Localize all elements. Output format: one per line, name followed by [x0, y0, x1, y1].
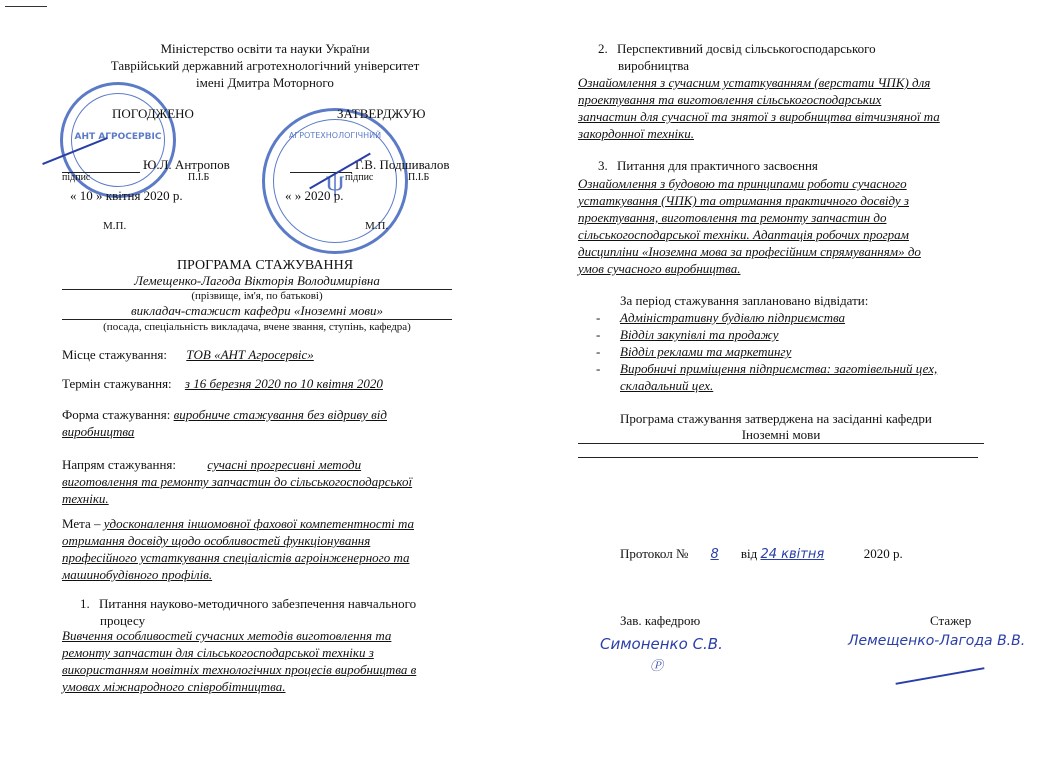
goal-value-3: професійного устаткування спеціалістів агроінженерного та — [62, 550, 410, 565]
right-stamp-place: М.П. — [365, 220, 389, 232]
list-item — [596, 309, 996, 326]
intern-signature — [896, 667, 985, 685]
section-2-line: запчастин для сучасної та знятої з виробництва вітчизняної та — [578, 109, 940, 124]
right-date: « » 2020 р. — [285, 188, 344, 203]
intern-position-caption: (посада, спеціальність викладача, вчене звання, ступінь, кафедра) — [103, 321, 411, 333]
head-signature: Ⓟ — [650, 659, 664, 674]
protocol-row — [620, 546, 903, 562]
form-block — [62, 406, 462, 440]
section-3-title: Питання для практичного засвоєння — [617, 158, 818, 173]
section-3-line: умов сучасного виробництва. — [578, 261, 741, 276]
left-sign-caption: підпис — [62, 172, 91, 183]
corner-mark — [5, 6, 47, 7]
section-3-line: сільськогосподарської техніки. Адаптація робочих програм — [578, 227, 909, 242]
university-stamp-text: АГРОТЕХНОЛОГІЧНИЙ — [288, 131, 382, 140]
term-row — [62, 376, 383, 392]
right-sign-line — [290, 172, 352, 173]
bullet: - — [596, 344, 601, 359]
section-2-text — [578, 74, 998, 142]
visit-item: Відділ закупівлі та продажу — [620, 327, 779, 342]
section-2-title-2: виробництва — [618, 58, 689, 73]
section-3-line: проектування, виготовлення та ремонту запчастин до — [578, 210, 887, 225]
left-approver-name: Ю.Л. Антропов — [143, 157, 230, 172]
head-of-dept-label: Зав. кафедрою — [620, 613, 701, 628]
intern-name: Лемещенко-Лагода Вікторія Володимирівна — [62, 273, 452, 290]
section-2-line: проектування та виготовлення сільськогосподарських — [578, 92, 882, 107]
program-title: ПРОГРАМА СТАЖУВАННЯ — [176, 258, 354, 273]
section-1-line: Вивчення особливостей сучасних методів виготовлення та — [62, 628, 392, 643]
section-1-line: використанням новітніх технологічних процесів виробництва в — [62, 662, 417, 677]
list-item — [596, 343, 996, 360]
approval-blank-line — [578, 457, 978, 458]
left-date: « 10 » квітня 2020 р. — [70, 188, 183, 203]
direction-value-2: виготовлення та ремонту запчастин до сільськогосподарської — [62, 474, 413, 489]
intern-handwritten-name: Лемещенко-Лагода В.В. — [848, 633, 1026, 649]
section-2-heading — [598, 40, 978, 74]
section-3-line: дисципліни «Іноземна мова за професійним спрямуванням» до — [578, 244, 921, 259]
approval-text: Програма стажування затверджена на засіданні кафедри — [620, 411, 932, 426]
right-sign-caption: підпис — [345, 172, 374, 183]
goal-value-2: отримання досвіду щодо особливостей функціонування — [62, 533, 371, 548]
agreed-label: ПОГОДЖЕНО — [112, 106, 194, 121]
visit-item: Адміністративну будівлю підприємства — [620, 310, 846, 325]
left-stamp-place: М.П. — [103, 220, 127, 232]
approval-dept: Іноземні мови — [578, 427, 984, 444]
section-1-heading — [80, 595, 480, 629]
bullet: - — [596, 327, 601, 342]
section-3-line: устаткування (ЧПК) та отримання практичного досвіду з — [578, 193, 909, 208]
bullet: - — [596, 310, 601, 325]
section-3-line: Ознайомлення з будовою та принципами роботи сучасного — [578, 176, 907, 191]
visits-intro: За період стажування заплановано відвідати: — [620, 293, 869, 308]
goal-value-1: удосконалення іншомовної фахової компетентності та — [103, 516, 414, 531]
protocol-from-label: від — [740, 546, 758, 561]
section-3-text — [578, 175, 998, 277]
direction-block — [62, 456, 472, 507]
right-approver-name: Г.В. Подшивалов — [355, 157, 450, 172]
direction-value-3: техніки. — [62, 491, 109, 506]
section-1-text — [62, 627, 472, 695]
company-stamp-text: АНТ АГРОСЕРВІС — [74, 132, 162, 142]
university-named: імені Дмитра Моторного — [196, 75, 334, 90]
visit-item: Відділ реклами та маркетингу — [620, 344, 792, 359]
section-1-line: умовах міжнародного співробітництва. — [62, 679, 286, 694]
section-1-title-1: Питання науково-методичного забезпечення навчального — [99, 596, 417, 611]
section-3-number: 3. — [598, 158, 608, 173]
section-2-line: Ознайомлення з сучасним устаткуванням (верстати ЧПК) для — [578, 75, 931, 90]
protocol-date: 24 квітня — [760, 547, 825, 562]
protocol-number: 8 — [710, 547, 719, 562]
section-3-heading — [598, 157, 978, 174]
intern-position: викладач-стажист кафедри «Іноземні мови» — [62, 303, 452, 320]
form-value-2: виробництва — [62, 424, 135, 439]
goal-value-4: машинобудівного профілів. — [62, 567, 213, 582]
place-value: ТОВ «АНТ Агросервіс» — [186, 347, 314, 362]
place-label: Місце стажування: — [62, 347, 168, 362]
approved-label: ЗАТВЕРДЖУЮ — [337, 106, 426, 121]
left-pib-caption: П.І.Б — [188, 172, 210, 183]
visits-list — [596, 309, 996, 394]
protocol-label: Протокол № — [620, 546, 689, 561]
section-2-line: закордонної техніки. — [578, 126, 694, 141]
form-label: Форма стажування: — [62, 407, 171, 422]
visit-item-continuation: складальний цех. — [620, 378, 714, 393]
section-1-title-2: процесу — [100, 613, 146, 628]
place-row — [62, 347, 314, 363]
right-pib-caption: П.І.Б — [408, 172, 430, 183]
ministry: Міністерство освіти та науки України — [160, 41, 370, 56]
visit-item: Виробничі приміщення підприємства: заготівельний цех, — [620, 361, 938, 376]
intern-name-caption: (прізвище, ім'я, по батькові) — [191, 290, 323, 302]
goal-label: Мета – — [62, 516, 101, 531]
bullet: - — [596, 361, 601, 376]
term-label: Термін стажування: — [62, 376, 172, 391]
protocol-year: 2020 р. — [863, 546, 903, 561]
list-item — [596, 360, 996, 377]
university-stamp — [262, 108, 408, 254]
university: Таврійський державний агротехнологічний університет — [110, 58, 420, 73]
direction-value-1: сучасні прогресивні методи — [207, 457, 362, 472]
goal-block — [62, 515, 472, 583]
form-value-1: виробниче стажування без відриву від — [173, 407, 387, 422]
head-handwritten-name: Симоненко С.В. — [600, 635, 723, 653]
section-2-title-1: Перспективний досвід сільськогосподарського — [617, 41, 876, 56]
direction-label: Напрям стажування: — [62, 457, 177, 472]
list-item — [596, 326, 996, 343]
section-1-number: 1. — [80, 596, 90, 611]
section-1-line: ремонту запчастин для сільськогосподарської техніки з — [62, 645, 374, 660]
intern-label: Стажер — [930, 613, 972, 628]
section-2-number: 2. — [598, 41, 608, 56]
term-value: з 16 березня 2020 по 10 квітня 2020 — [184, 376, 383, 391]
trident-icon: ψ — [325, 164, 345, 197]
